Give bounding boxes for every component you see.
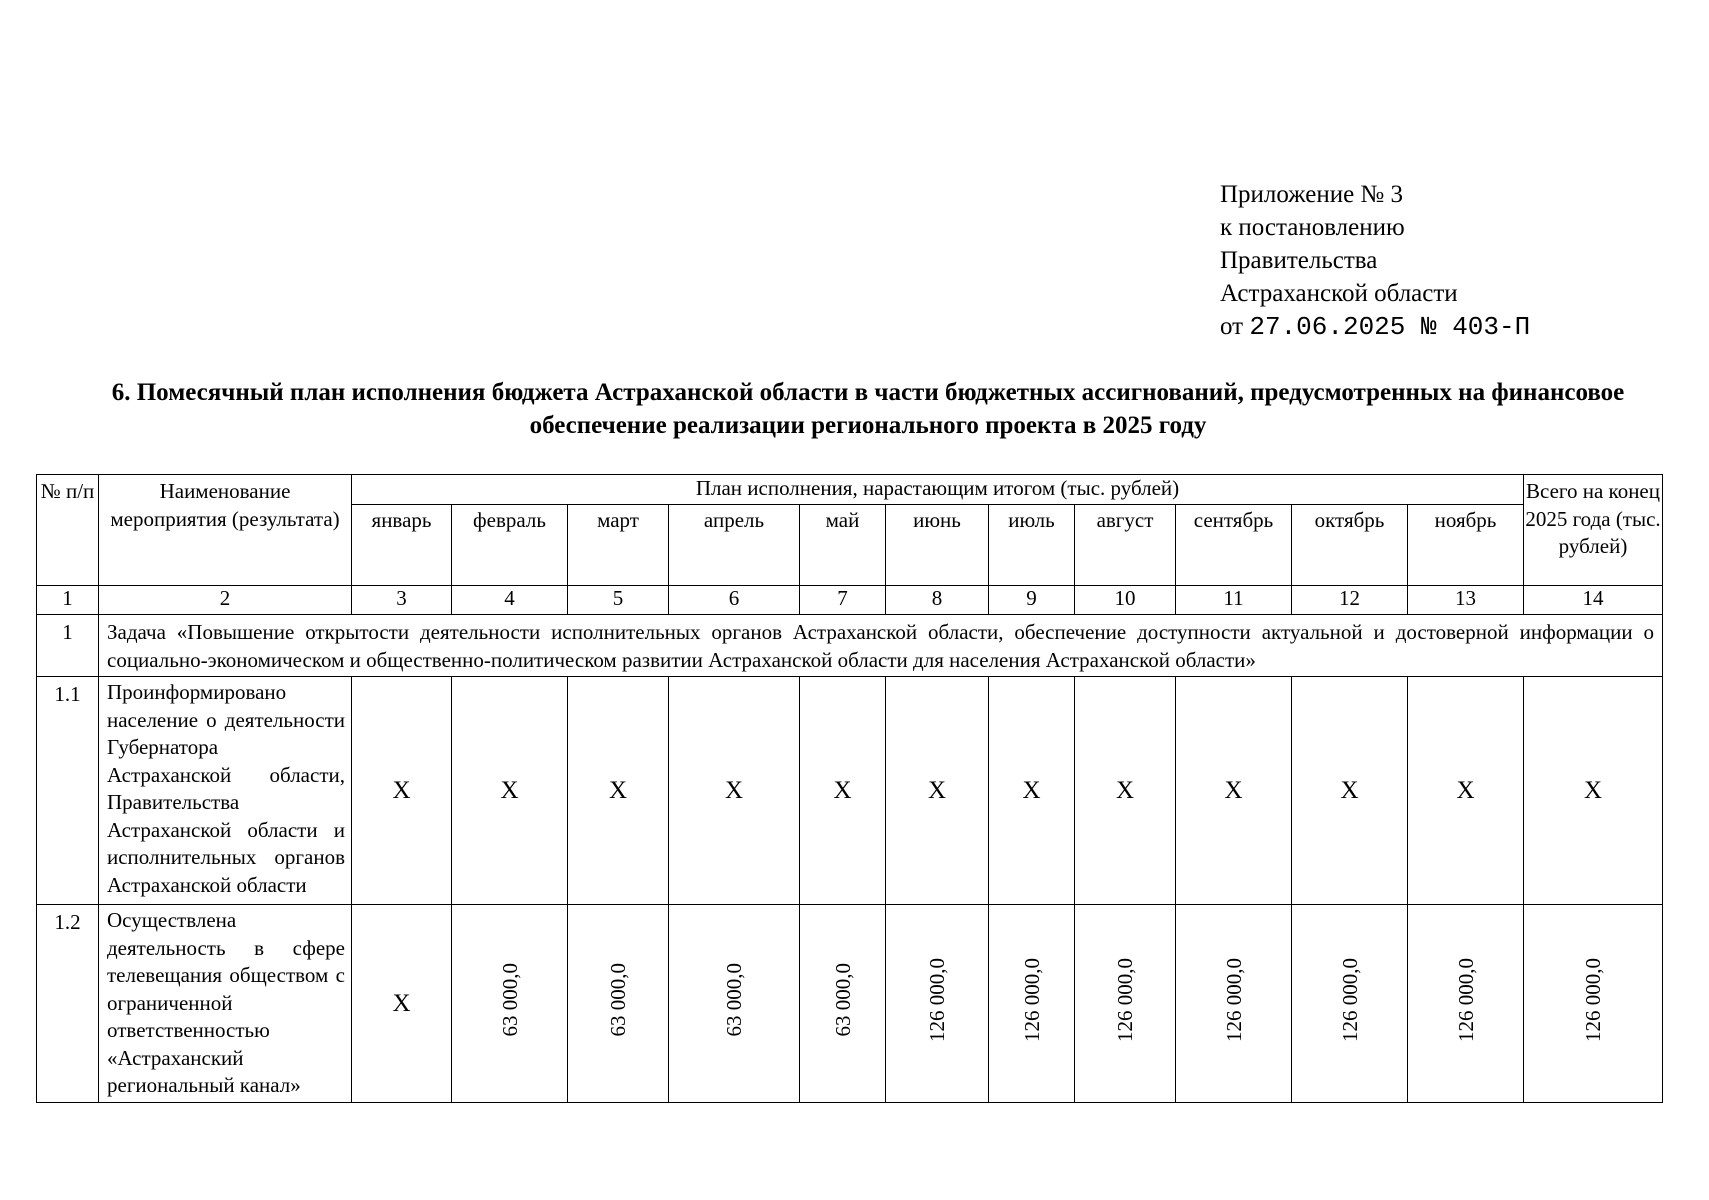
value-cell: [886, 905, 989, 1103]
task-num: 1: [37, 615, 99, 677]
column-index-cell: 12: [1292, 586, 1408, 615]
value-cell: [1292, 905, 1408, 1103]
column-index-cell: 6: [669, 586, 800, 615]
header-row-top: [37, 475, 1663, 505]
value-cell: [989, 905, 1075, 1103]
value-cell: [800, 905, 886, 1103]
header-month: май: [800, 505, 886, 586]
appendix-line-1: Приложение № 3: [1220, 181, 1404, 208]
appendix-date-line: [1220, 310, 1530, 344]
appendix-block: [1220, 178, 1530, 344]
column-index-cell: 9: [989, 586, 1075, 615]
header-month: июль: [989, 505, 1075, 586]
row-name: Осуществлена деятельность в сфере телевещания обществом с ограниченной ответственностью «Астраханский региональный канал»: [99, 905, 352, 1103]
column-index-cell: 10: [1075, 586, 1176, 615]
value-text: 63 000,0: [606, 962, 630, 1037]
value-cell: [1075, 905, 1176, 1103]
header-total: Всего на конец 2025 года (тыс. рублей): [1524, 475, 1663, 586]
value-text: 126 000,0: [1581, 957, 1605, 1042]
value-cell: X: [1176, 677, 1292, 905]
value-text: 63 000,0: [722, 962, 746, 1037]
column-index-cell: 2: [99, 586, 352, 615]
header-name: Наименование мероприятия (результата): [99, 475, 352, 586]
header-month: февраль: [452, 505, 568, 586]
header-num: № п/п: [37, 475, 99, 586]
task-text: Задача «Повышение открытости деятельности исполнительных органов Астраханской области, обеспечение доступности актуальной и достоверной информации о социально-экономическом и общественно-политическом развитии Астраханской области для населения Астраханской области»: [99, 615, 1663, 677]
header-month: ноябрь: [1408, 505, 1524, 586]
value-cell: [669, 905, 800, 1103]
header-month: январь: [352, 505, 452, 586]
budget-plan-table: [36, 474, 1663, 1103]
value-cell: [568, 905, 669, 1103]
column-index-cell: 3: [352, 586, 452, 615]
header-month: июнь: [886, 505, 989, 586]
value-text: 126 000,0: [1019, 957, 1044, 1042]
column-index-cell: 1: [37, 586, 99, 615]
header-plan: План исполнения, нарастающим итогом (тыс. рублей): [352, 475, 1524, 505]
value-cell: [452, 905, 568, 1103]
row-name: Проинформировано население о деятельности Губернатора Астраханской области, Правительства Астраханской области и исполнительных органов Астраханской области: [99, 677, 352, 905]
value-cell: X: [886, 677, 989, 905]
header-month: октябрь: [1292, 505, 1408, 586]
header-month: март: [568, 505, 669, 586]
value-cell: [1408, 905, 1524, 1103]
value-cell: X: [352, 905, 452, 1103]
column-index-row: [37, 586, 1663, 615]
value-cell: X: [352, 677, 452, 905]
value-cell: X: [989, 677, 1075, 905]
appendix-line-3: Правительства: [1220, 247, 1378, 274]
value-cell: [1176, 905, 1292, 1103]
table-row: [37, 677, 1663, 905]
column-index-cell: 11: [1176, 586, 1292, 615]
column-index-cell: 7: [800, 586, 886, 615]
total-cell: [1524, 905, 1663, 1103]
column-index-cell: 4: [452, 586, 568, 615]
row-num: 1.1: [37, 677, 99, 905]
header-month: сентябрь: [1176, 505, 1292, 586]
value-text: 63 000,0: [497, 962, 522, 1037]
column-index-cell: 14: [1524, 586, 1663, 615]
appendix-line-4: Астраханской области: [1220, 280, 1458, 307]
value-text: 126 000,0: [1113, 957, 1137, 1042]
value-cell: X: [669, 677, 800, 905]
value-cell: X: [568, 677, 669, 905]
value-text: 126 000,0: [1221, 957, 1246, 1042]
document-title: 6. Помесячный план исполнения бюджета Астраханской области в части бюджетных ассигнований, предусмотренных на финансовое обеспечение реализации регионального проекта в 2025 году: [111, 379, 1625, 439]
row-num: 1.2: [37, 905, 99, 1103]
value-text: 126 000,0: [1453, 957, 1478, 1042]
value-text: 126 000,0: [925, 957, 949, 1042]
value-cell: X: [452, 677, 568, 905]
task-row: [37, 615, 1663, 677]
header-month: апрель: [669, 505, 800, 586]
appendix-date-number: 27.06.2025 № 403-П: [1249, 312, 1531, 342]
total-cell: X: [1524, 677, 1663, 905]
header-month: август: [1075, 505, 1176, 586]
column-index-cell: 8: [886, 586, 989, 615]
appendix-date-prefix: от: [1220, 313, 1244, 340]
value-cell: X: [1408, 677, 1524, 905]
value-cell: X: [1292, 677, 1408, 905]
value-text: 126 000,0: [1337, 957, 1362, 1042]
column-index-cell: 13: [1408, 586, 1524, 615]
value-text: 63 000,0: [830, 962, 855, 1037]
column-index-cell: 5: [568, 586, 669, 615]
value-cell: X: [1075, 677, 1176, 905]
appendix-line-2: к постановлению: [1220, 214, 1405, 241]
value-cell: X: [800, 677, 886, 905]
table-row: [37, 905, 1663, 1103]
